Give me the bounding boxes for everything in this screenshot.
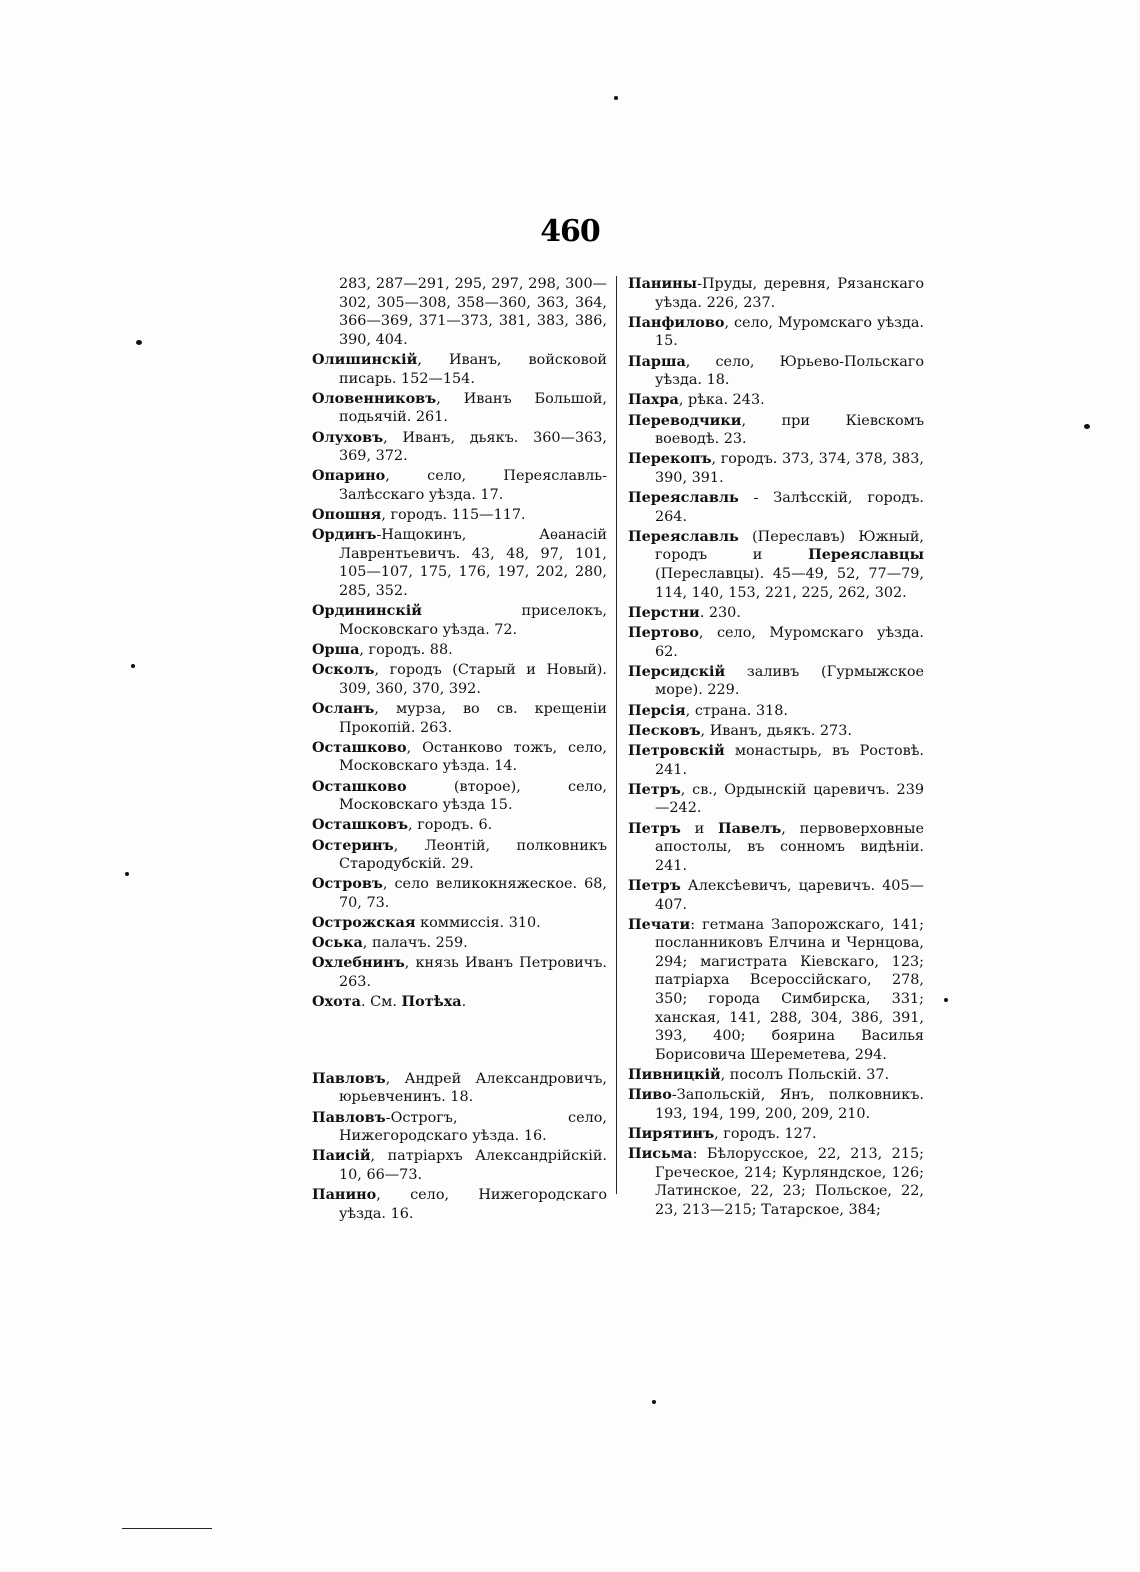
entry-text: , село, Переяславль-Залѣсскаго уѣзда. 17.	[339, 468, 607, 503]
scan-speck	[944, 998, 948, 1002]
index-entry	[628, 820, 924, 876]
index-entry	[312, 993, 607, 1012]
index-entry	[628, 1066, 924, 1085]
column-divider	[616, 276, 617, 1194]
entry-headword: Пахра	[628, 391, 679, 409]
index-entry	[628, 604, 924, 623]
entry-text: , при Кіевскомъ воеводѣ. 23.	[655, 412, 924, 448]
index-entry	[312, 837, 607, 874]
index-entry	[628, 1145, 924, 1219]
index-entry	[628, 1086, 924, 1123]
entry-text: , село, Муромскаго уѣзда. 15.	[655, 314, 924, 350]
entry-headword: Переяславль	[628, 527, 739, 545]
index-entry	[312, 914, 607, 933]
index-entry	[312, 934, 607, 953]
scan-speck	[652, 1400, 656, 1404]
entry-text: , посолъ Польскій. 37.	[720, 1067, 890, 1084]
index-entry	[312, 954, 607, 991]
index-entry	[312, 739, 607, 776]
entry-text: , городъ (Старый и Новый). 309, 360, 370, 392.	[339, 662, 607, 697]
entry-headword: Опарино	[312, 467, 386, 485]
index-entry	[312, 506, 607, 525]
entry-headword: Петръ	[628, 876, 681, 894]
entry-headword: Персія	[628, 701, 686, 719]
entry-text: .	[461, 994, 467, 1011]
index-entry	[628, 742, 924, 779]
entry-text: , городъ. 373, 374, 378, 383, 390, 391.	[655, 451, 924, 486]
entry-text: Алексѣевичъ, царевичъ. 405—407.	[655, 877, 924, 913]
index-entry	[312, 526, 607, 600]
entry-headword: Потѣха	[401, 993, 462, 1011]
index-entry	[628, 489, 924, 526]
entry-text: , городъ. 127.	[714, 1126, 817, 1142]
entry-headword: Оловенниковъ	[312, 389, 437, 407]
entry-text: и	[680, 820, 718, 837]
entry-headword: Островъ	[312, 875, 383, 893]
entry-headword: Петръ	[628, 819, 681, 837]
index-entry	[312, 1186, 607, 1223]
entry-headword: Осташково	[312, 738, 407, 756]
entry-text: , палачъ. 259.	[362, 935, 468, 952]
entry-headword: Перстни	[628, 603, 700, 621]
entry-headword: Острожская	[312, 914, 416, 932]
entry-text: , первоверховные апостолы, въ сонномъ видѣніи. 241.	[655, 820, 924, 874]
entry-text: , городъ. 6.	[408, 817, 493, 834]
entry-headword: Переводчики	[628, 411, 742, 429]
index-entry	[312, 875, 607, 912]
entry-headword: Песковъ	[628, 721, 701, 739]
entry-text: - Залѣсскій, городъ. 264.	[655, 490, 924, 525]
entry-text: , Андрей Александровичъ, юрьевченинъ. 18.	[339, 1070, 607, 1106]
entry-headword: Парша	[628, 352, 686, 370]
entry-text: -Острогъ, село, Нижегородскаго уѣзда. 16.	[339, 1109, 607, 1145]
entry-headword: Охлебнинъ	[312, 954, 405, 972]
entry-text: монастырь, въ Ростовѣ. 241.	[655, 742, 924, 778]
entry-headword: Павелъ	[717, 819, 782, 837]
entry-text: , св., Ордынскій царевичъ. 239—242.	[655, 781, 924, 817]
entry-text: , Леонтій, полковникъ Стародубскій. 29.	[339, 837, 607, 873]
entry-headword: Пертово	[628, 624, 699, 642]
entry-text: -Нащокинъ, Аѳанасій Лаврентьевичъ. 43, 48, 97, 101, 105—107, 175, 176, 197, 202, 280, 285, 352.	[339, 527, 607, 600]
entry-headword: Пивницкій	[628, 1066, 721, 1084]
entry-headword: Опошня	[312, 506, 382, 524]
index-entry	[312, 1147, 607, 1184]
entry-text: 283, 287—291, 295, 297, 298, 300—302, 305—308, 358—360, 363, 364, 366—369, 371—373, 381, 383, 386, 390, 404.	[339, 276, 607, 348]
entry-text: , село, Юрьево-Польскаго уѣзда. 18.	[655, 353, 924, 389]
entry-text: : гетмана Запорожскаго, 141; посланниковъ Елчина и Чернцова, 294; магистрата Кіевскаго, 123; патріарха Всероссійскаго, 278, 350; города Симбирска, 331; ханская, 141, 288, 304, 386, 391, 393, 400; боярина Василья Борисовича Шереметева, 294.	[655, 916, 924, 1063]
index-entry	[628, 722, 924, 741]
entry-headword: Павловъ	[312, 1069, 386, 1087]
index-entry	[312, 275, 607, 349]
entry-text: . См.	[360, 994, 402, 1011]
entry-headword: Переяславцы	[808, 546, 924, 564]
entry-text: приселокъ, Московскаго уѣзда. 72.	[339, 603, 607, 638]
scan-speck	[136, 340, 142, 345]
right-column	[628, 275, 924, 1221]
index-entry	[628, 663, 924, 700]
entry-headword: Осколъ	[312, 661, 375, 679]
entry-text: (Переславъ) Южный, городъ и	[655, 528, 924, 564]
entry-headword: Пирятинъ	[628, 1125, 715, 1142]
entry-text: коммиссія. 310.	[415, 915, 541, 932]
entry-headword: Персидскій	[628, 662, 726, 680]
entry-text: , патріархъ Александрійскій. 10, 66—73.	[339, 1148, 607, 1183]
index-entry	[312, 816, 607, 835]
index-entry	[312, 602, 607, 639]
entry-text: , Иванъ, дьякъ. 360—363, 369, 372.	[339, 429, 607, 465]
entry-text: (Переславцы). 45—49, 52, 77—79, 114, 140, 153, 221, 225, 262, 302.	[655, 566, 924, 601]
entry-text: , князь Иванъ Петровичъ. 263.	[339, 955, 607, 991]
entry-headword: Пиво	[628, 1086, 672, 1104]
index-entry	[312, 351, 607, 388]
entry-text: , Иванъ Большой, подьячій. 261.	[339, 390, 607, 426]
footer-rule	[122, 1528, 212, 1529]
entry-text: , мурза, во св. крещеніи Прокопій. 263.	[339, 701, 607, 736]
entry-text: заливъ (Гурмыжское море). 229.	[655, 663, 924, 699]
entry-headword: Панфилово	[628, 313, 725, 331]
scan-speck	[131, 664, 135, 668]
entry-headword: Ордининскій	[312, 602, 422, 620]
entry-text: : Бѣлорусское, 22, 213, 215; Греческое, 214; Курляндское, 126; Латинское, 22, 23; Польское, 22, 23, 213—215; Татарское, 384;	[655, 1146, 924, 1218]
left-column	[312, 275, 607, 1225]
entry-headword: Петровскій	[628, 741, 725, 759]
entry-text: , село, Муромскаго уѣзда. 62.	[655, 625, 924, 660]
entry-headword: Оська	[312, 934, 363, 952]
index-entry	[312, 390, 607, 427]
entry-headword: Перекопъ	[628, 450, 712, 468]
entry-text: , Останково тожъ, село, Московскаго уѣзда. 14.	[339, 739, 607, 775]
entry-text: . 230.	[699, 604, 741, 621]
entry-headword: Охота	[312, 993, 361, 1011]
entry-text: , село, Нижегородскаго уѣзда. 16.	[339, 1187, 607, 1222]
entry-text: , рѣка. 243.	[678, 392, 765, 409]
index-entry	[628, 353, 924, 390]
index-entry	[312, 700, 607, 737]
index-entry	[628, 624, 924, 661]
index-entry	[312, 641, 607, 660]
scan-speck	[614, 96, 618, 100]
index-entry	[312, 429, 607, 466]
index-entry	[628, 450, 924, 487]
index-entry	[628, 916, 924, 1065]
index-entry	[312, 1109, 607, 1146]
entry-headword: Осташково	[312, 777, 407, 795]
index-entry	[312, 778, 607, 815]
entry-headword: Панины	[628, 275, 698, 292]
scan-speck	[125, 872, 129, 876]
index-entry	[628, 877, 924, 914]
entry-headword: Письма	[628, 1145, 693, 1163]
entry-text: , Иванъ, войсковой писарь. 152—154.	[339, 351, 607, 387]
entry-text: , городъ. 88.	[359, 642, 453, 659]
index-entry	[628, 314, 924, 351]
entry-headword: Осташковъ	[312, 816, 409, 834]
entry-text: , городъ. 115—117.	[381, 507, 526, 524]
entry-text: , страна. 318.	[685, 702, 788, 719]
index-entry	[628, 412, 924, 449]
index-entry	[628, 391, 924, 410]
entry-headword: Панино	[312, 1186, 377, 1204]
entry-headword: Олуховъ	[312, 428, 384, 446]
entry-headword: Ординъ	[312, 526, 377, 544]
entry-text: -Пруды, деревня, Рязанскаго уѣзда. 226, 237.	[655, 276, 924, 311]
page-number: 460	[540, 214, 600, 249]
entry-text: (второе), село, Московскаго уѣзда 15.	[339, 778, 607, 814]
entry-headword: Орша	[312, 641, 360, 659]
entry-text: -Запольскій, Янъ, полковникъ. 193, 194, 199, 200, 209, 210.	[655, 1087, 924, 1122]
entry-headword: Петръ	[628, 780, 681, 798]
scan-speck	[1084, 424, 1090, 429]
entry-headword: Паисій	[312, 1147, 371, 1165]
index-entry	[312, 467, 607, 504]
index-entry	[628, 781, 924, 818]
entry-text: , Иванъ, дьякъ. 273.	[700, 722, 852, 739]
entry-headword: Печати	[628, 915, 691, 933]
entry-headword: Переяславль	[628, 489, 739, 507]
index-entry	[628, 275, 924, 312]
index-entry	[628, 702, 924, 721]
entry-headword: Павловъ	[312, 1108, 386, 1126]
entry-headword: Остеринъ	[312, 836, 394, 854]
index-entry	[312, 1070, 607, 1107]
entry-headword: Олишинскій	[312, 350, 418, 368]
entry-text: , село великокняжеское. 68, 70, 73.	[339, 876, 607, 911]
entry-headword: Осланъ	[312, 700, 375, 717]
index-entry	[628, 1125, 924, 1144]
index-entry	[312, 661, 607, 698]
index-entry	[628, 528, 924, 602]
